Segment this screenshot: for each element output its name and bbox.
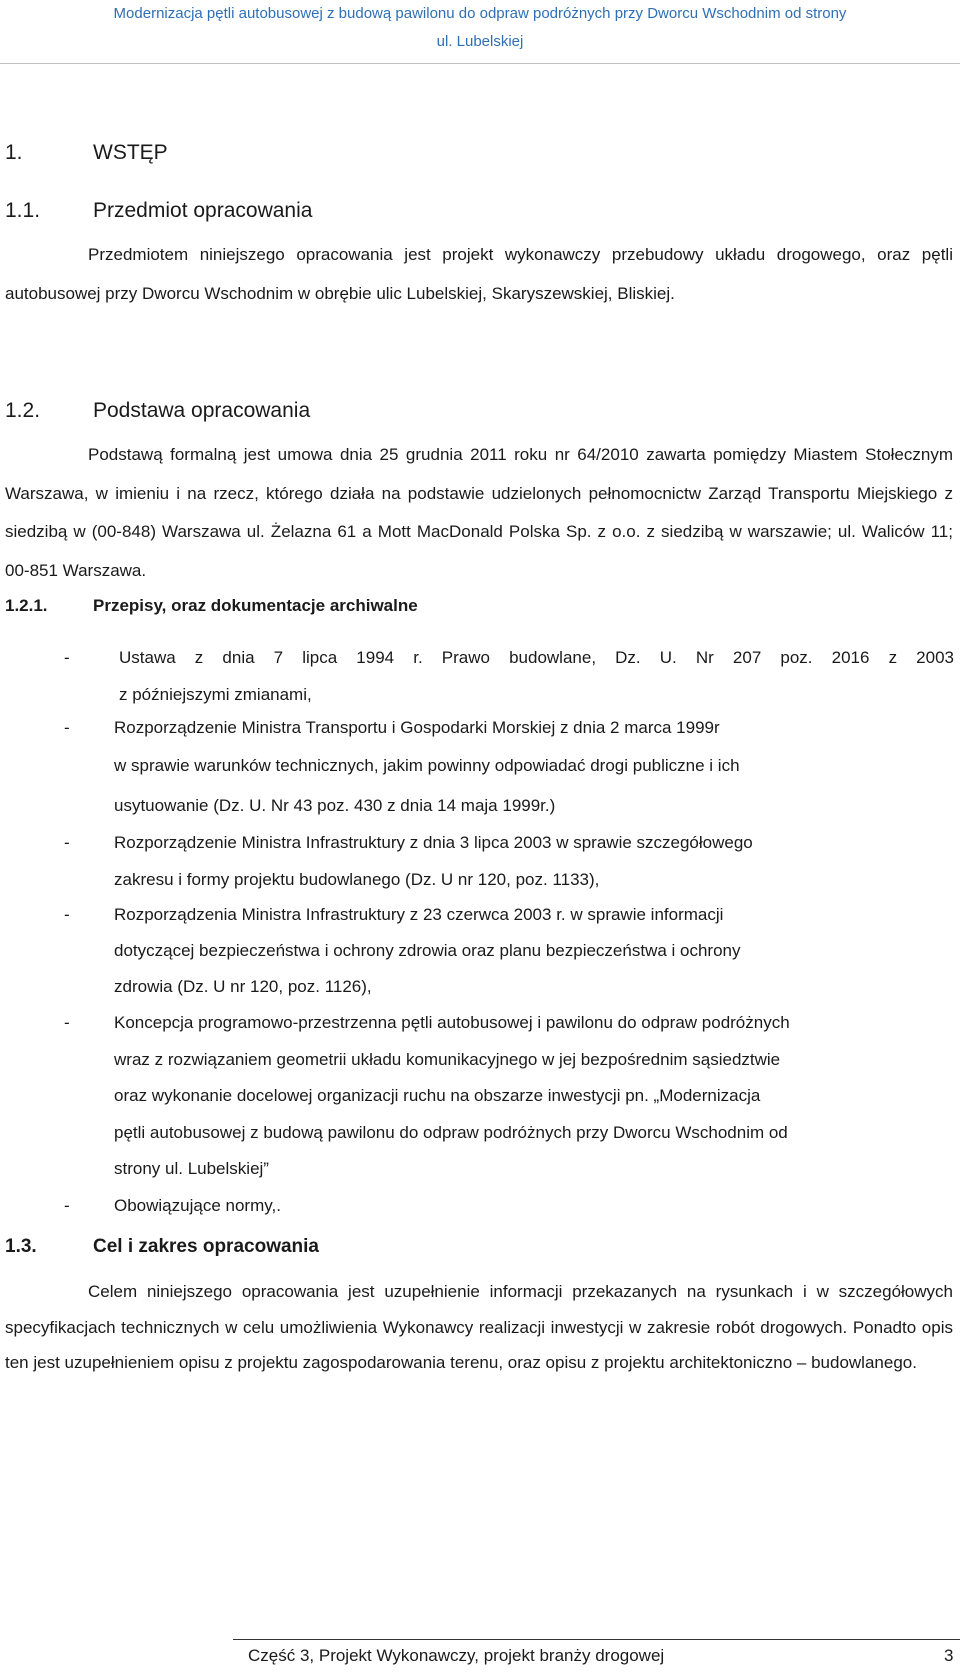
list-item bbox=[64, 897, 954, 1005]
list-item bbox=[64, 639, 954, 713]
list-item-line: dotyczącej bezpieczeństwa i ochrony zdrowia oraz planu bezpieczeństwa i ochrony bbox=[114, 941, 741, 960]
list-item-line: Rozporządzenie Ministra Transportu i Gospodarki Morskiej z dnia 2 marca 1999r bbox=[114, 718, 720, 737]
section-number: 1.2.1. bbox=[5, 596, 48, 615]
section-title: Cel i zakres opracowania bbox=[93, 1236, 319, 1257]
footer-divider bbox=[233, 1639, 960, 1640]
section-title: Podstawa opracowania bbox=[93, 399, 311, 422]
list-item bbox=[64, 1188, 954, 1224]
running-header bbox=[0, 0, 960, 56]
list-item-line: w sprawie warunków technicznych, jakim powinny odpowiadać drogi publiczne i ich bbox=[114, 756, 740, 775]
list-item-line: z późniejszymi zmianami, bbox=[119, 685, 312, 704]
list-item-line: wraz z rozwiązaniem geometrii układu komunikacyjnego w jej bezpośrednim sąsiedztwie bbox=[114, 1049, 781, 1069]
list-item-line: strony ul. Lubelskiej” bbox=[114, 1159, 269, 1178]
list-item-line: Obowiązujące normy,. bbox=[114, 1196, 281, 1215]
list-item-line: Rozporządzenia Ministra Infrastruktury z 23 czerwca 2003 r. w sprawie informacji bbox=[114, 905, 724, 924]
list-dash: - bbox=[64, 718, 70, 737]
section-title: WSTĘP bbox=[93, 141, 168, 164]
section-number: 1.3. bbox=[5, 1236, 37, 1257]
list-dash: - bbox=[64, 648, 70, 667]
running-header-line-1: Modernizacja pętli autobusowej z budową pawilonu do odpraw podróżnych przy Dworcu Wschodnim od strony bbox=[113, 5, 847, 22]
list-item-line: Koncepcja programowo-przestrzenna pętli autobusowej i pawilonu do odpraw podróżnych bbox=[114, 1013, 790, 1032]
list-item-line: Rozporządzenie Ministra Infrastruktury z dnia 3 lipca 2003 w sprawie szczegółowego bbox=[114, 833, 753, 852]
list-item bbox=[64, 710, 954, 826]
list-dash: - bbox=[64, 1196, 70, 1215]
section-title: Przedmiot opracowania bbox=[93, 199, 313, 222]
page-number: 3 bbox=[944, 1646, 954, 1665]
list-item-line: zakresu i formy projektu budowlanego (Dz. U nr 120, poz. 1133), bbox=[114, 870, 600, 889]
footer-text: Część 3, Projekt Wykonawczy, projekt branży drogowej bbox=[248, 1646, 665, 1665]
section-number: 1.1. bbox=[5, 199, 41, 222]
section-1-1-paragraph: Przedmiotem niniejszego opracowania jest projekt wykonawczy przebudowy układu drogowego, oraz pętli autobusowej przy Dworcu Wschodnim w obrębie ulic Lubelskiej, Skaryszewskiej, Bliskiej. bbox=[5, 245, 953, 303]
section-1-2-paragraph: Podstawą formalną jest umowa dnia 25 grudnia 2011 roku nr 64/2010 zawarta pomiędzy Miastem Stołecznym Warszawa, w imieniu i na rzecz, którego działa na podstawie udzielonych pełnomocnictw Zarząd Transportu Miejskiego z siedzibą w (00-848) Warszawa ul. Żelazna 61 a Mott MacDonald Polska Sp. z o.o. z siedzibą w warszawie; ul. Waliców 11; 00-851 Warszawa. bbox=[5, 445, 953, 580]
section-1-3-paragraph: Celem niniejszego opracowania jest uzupełnienie informacji przekazanych na rysunkach i w szczegółowych specyfikacjach technicznych w celu umożliwienia Wykonawcy realizacji inwestycji w zakresie robót drogowych. Ponadto opis ten jest uzupełnieniem opisu z projektu zagospodarowania terenu, oraz opisu z projektu architektoniczno – budowlanego. bbox=[5, 1282, 953, 1372]
list-item-line: usytuowanie (Dz. U. Nr 43 poz. 430 z dnia 14 maja 1999r.) bbox=[114, 796, 556, 815]
list-dash: - bbox=[64, 833, 70, 852]
section-number: 1.2. bbox=[5, 399, 41, 422]
list-item-line: oraz wykonanie docelowej organizacji ruchu na obszarze inwestycji pn. „Modernizacja bbox=[114, 1086, 761, 1105]
list-dash: - bbox=[64, 905, 70, 924]
list-dash: - bbox=[64, 1013, 70, 1032]
list-item-line: pętli autobusowej z budową pawilonu do odpraw podróżnych przy Dworcu Wschodnim od bbox=[114, 1122, 788, 1142]
list-item bbox=[64, 1005, 954, 1188]
running-header-line-2: ul. Lubelskiej bbox=[436, 33, 524, 50]
section-number: 1. bbox=[5, 141, 23, 164]
list-item-line: Ustawa z dnia 7 lipca 1994 r. Prawo budowlane, Dz. U. Nr 207 poz. 2016 z 2003 bbox=[119, 648, 954, 667]
header-divider bbox=[0, 63, 960, 64]
list-item-line: zdrowia (Dz. U nr 120, poz. 1126), bbox=[114, 977, 372, 996]
section-title: Przepisy, oraz dokumentacje archiwalne bbox=[93, 596, 418, 615]
list-item bbox=[64, 824, 954, 898]
